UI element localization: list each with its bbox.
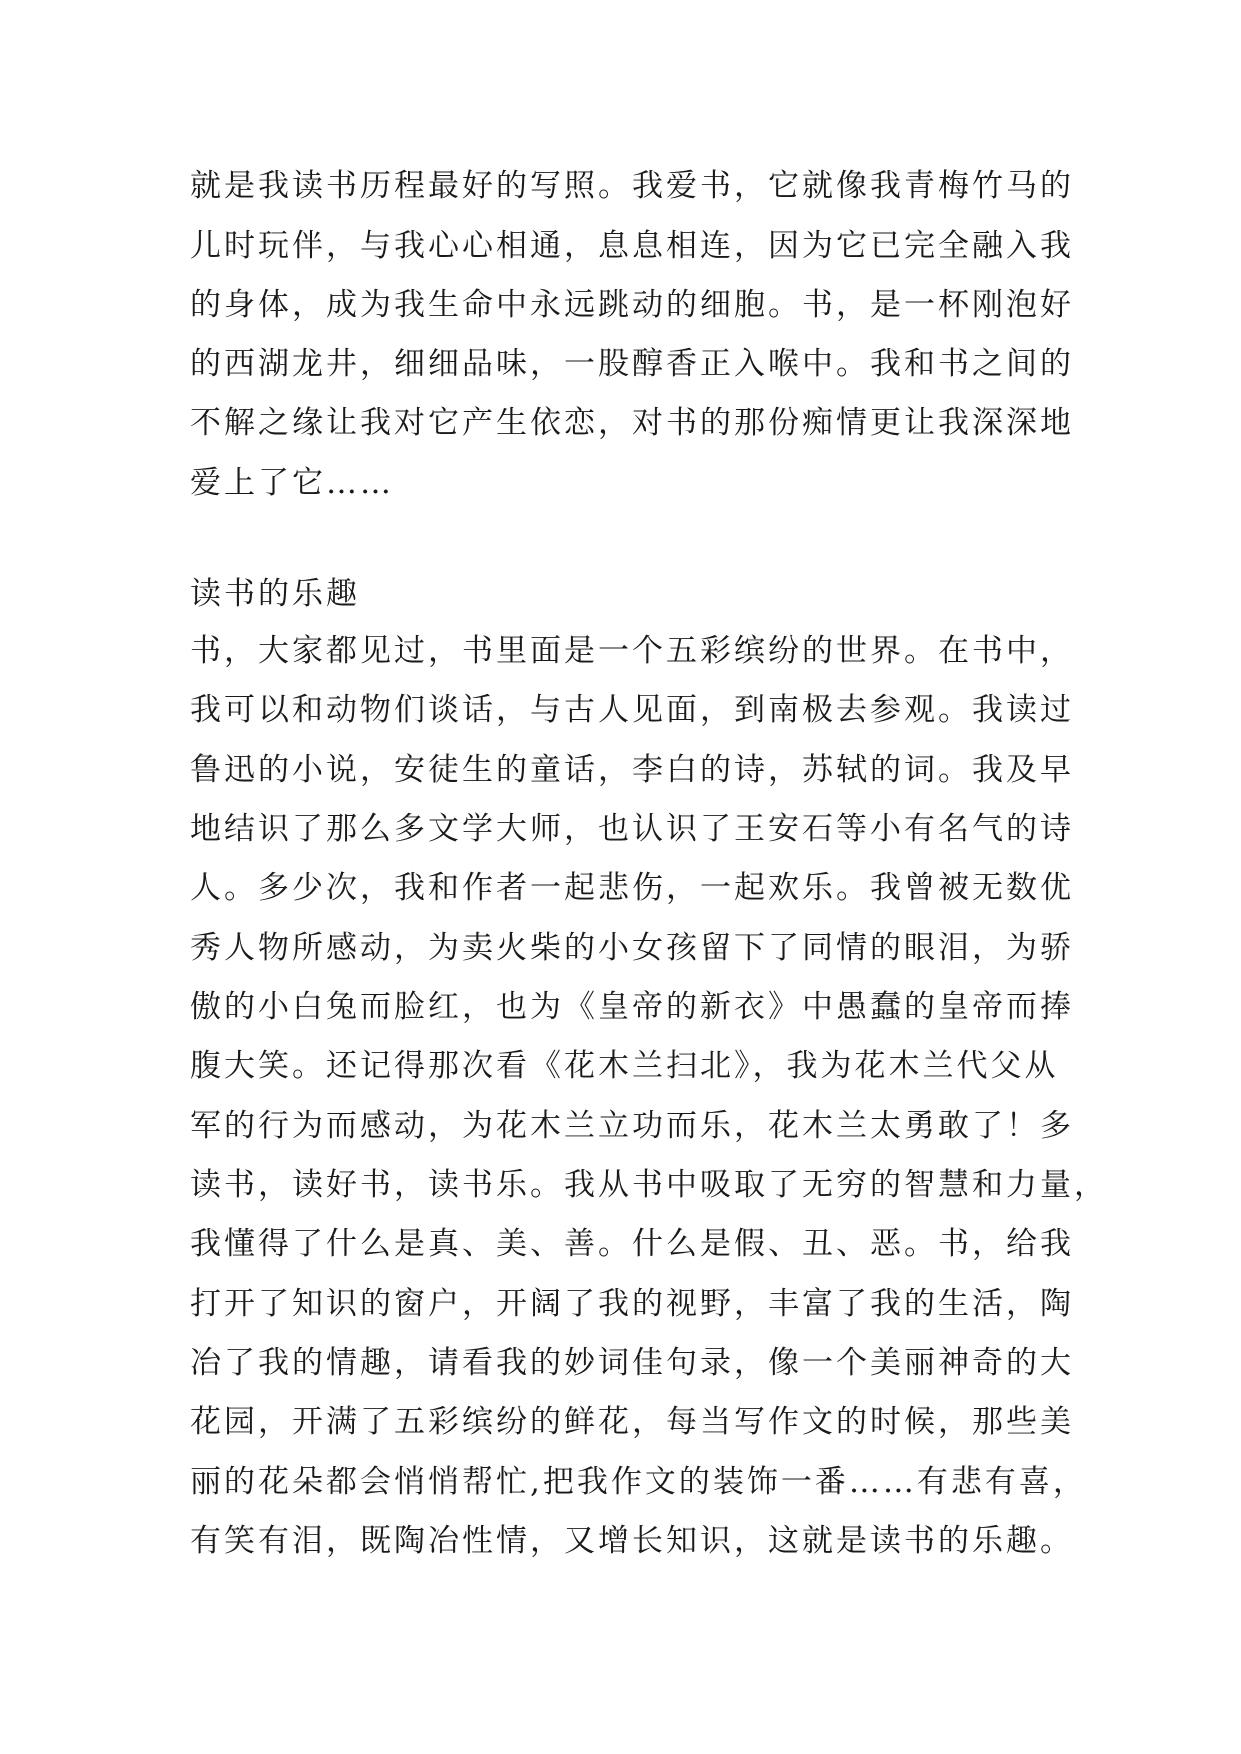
- essay-line: 冶了我的情趣，请看我的妙词佳句录，像一个美丽神奇的大: [190, 1345, 1074, 1381]
- essay-line: 秀人物所感动，为卖火柴的小女孩留下了同情的眼泪，为骄: [190, 930, 1074, 966]
- intro-line: 爱上了它……: [190, 465, 394, 501]
- essay-line: 花园，开满了五彩缤纷的鲜花，每当写作文的时候，那些美: [190, 1404, 1074, 1440]
- essay-line: 丽的花朵都会悄悄帮忙,把我作文的装饰一番……有悲有喜，: [190, 1464, 1087, 1500]
- essay-line: 打开了知识的窗户，开阔了我的视野，丰富了我的生活，陶: [190, 1286, 1074, 1322]
- essay-line: 有笑有泪，既陶冶性情，又增长知识，这就是读书的乐趣。: [190, 1523, 1074, 1559]
- intro-line: 就是我读书历程最好的写照。我爱书，它就像我青梅竹马的: [190, 168, 1074, 204]
- essay-line: 鲁迅的小说，安徒生的童话，李白的诗，苏轼的词。我及早: [190, 752, 1074, 788]
- essay-line: 我懂得了什么是真、美、善。什么是假、丑、恶。书，给我: [190, 1226, 1074, 1262]
- essay-line: 人。多少次，我和作者一起悲伤，一起欢乐。我曾被无数优: [190, 870, 1074, 906]
- essay-line: 军的行为而感动，为花木兰立功而乐，花木兰太勇敢了！多: [190, 1108, 1074, 1144]
- essay-line: 书，大家都见过，书里面是一个五彩缤纷的世界。在书中，: [190, 633, 1074, 669]
- essay-line: 读书，读好书，读书乐。我从书中吸取了无穷的智慧和力量，: [190, 1167, 1108, 1203]
- intro-line: 不解之缘让我对它产生依恋，对书的那份痴情更让我深深地: [190, 405, 1074, 441]
- essay-title: 读书的乐趣: [190, 576, 360, 612]
- intro-line: 的身体，成为我生命中永远跳动的细胞。书，是一杯刚泡好: [190, 287, 1074, 323]
- essay-line: 腹大笑。还记得那次看《花木兰扫北》，我为花木兰代父从: [190, 1048, 1059, 1084]
- intro-line: 的西湖龙井，细细品味，一股醇香正入喉中。我和书之间的: [190, 346, 1074, 382]
- essay-line: 傲的小白兔而脸红，也为《皇帝的新衣》中愚蠢的皇帝而捧: [190, 989, 1074, 1025]
- essay-line: 地结识了那么多文学大师，也认识了王安石等小有名气的诗: [190, 811, 1074, 847]
- intro-line: 儿时玩伴，与我心心相通，息息相连，因为它已完全融入我: [190, 228, 1074, 264]
- essay-line: 我可以和动物们谈话，与古人见面，到南极去参观。我读过: [190, 692, 1074, 728]
